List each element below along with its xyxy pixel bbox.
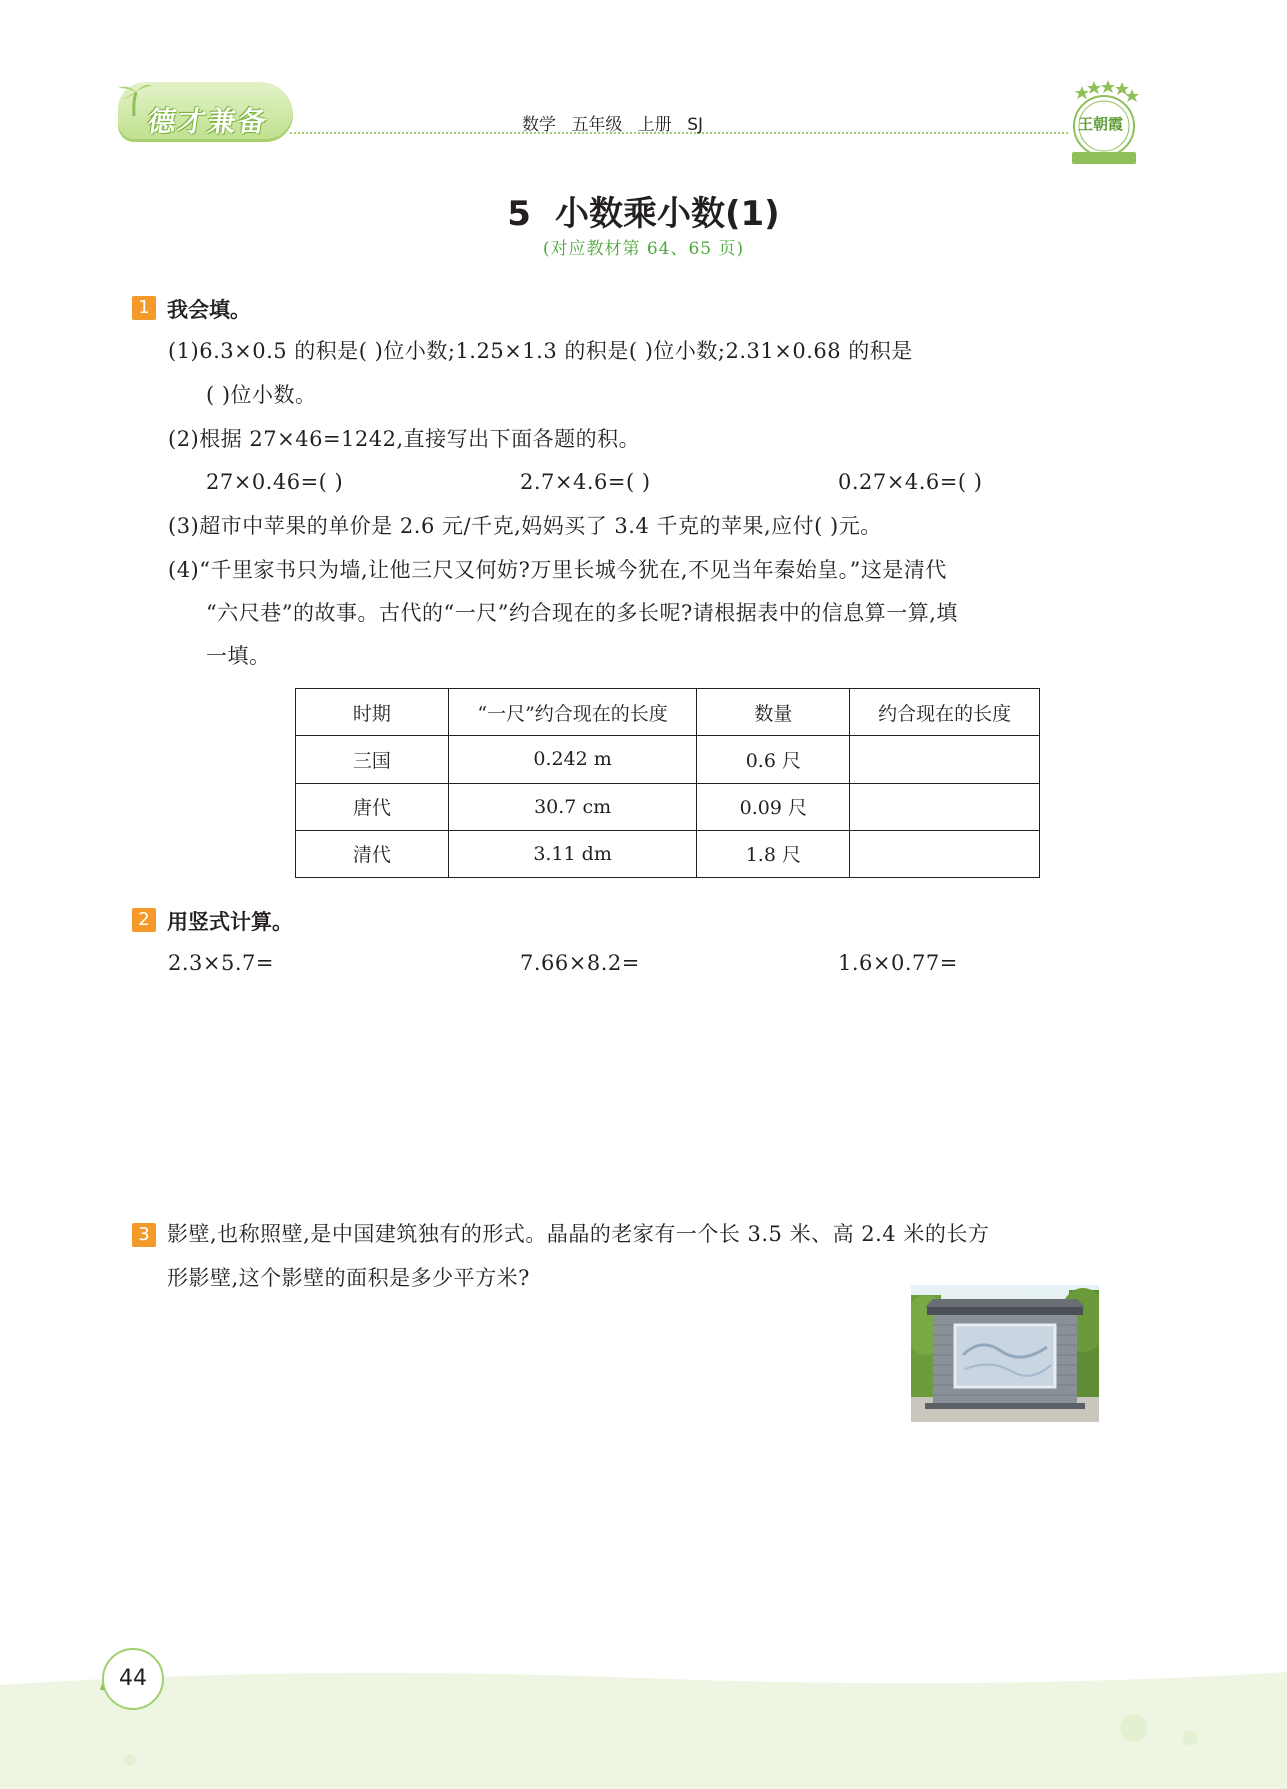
table-answer-cell[interactable] bbox=[850, 830, 1040, 877]
calc-item-b: 7.66×8.2= bbox=[520, 951, 640, 975]
table-cell: 1.8 尺 bbox=[697, 830, 850, 877]
table-answer-cell[interactable] bbox=[850, 783, 1040, 830]
table-row bbox=[296, 783, 1040, 830]
question-2-line-1: (2)根据 27×46=1242,直接写出下面各题的积。 bbox=[168, 427, 641, 451]
question-4-line-2: “六尺巷”的故事。古代的“一尺”约合现在的多长呢?请根据表中的信息算一算,填 bbox=[206, 601, 958, 625]
table-header-cell: 数量 bbox=[697, 689, 850, 736]
question-screen-wall-line-2: 形影壁,这个影壁的面积是多少平方米? bbox=[167, 1266, 530, 1290]
table-cell: 0.09 尺 bbox=[697, 783, 850, 830]
table-cell: 0.6 尺 bbox=[697, 736, 850, 783]
table-header-cell: “一尺”约合现在的长度 bbox=[448, 689, 697, 736]
table-cell: 3.11 dm bbox=[448, 830, 697, 877]
table-header-row bbox=[296, 689, 1040, 736]
ancient-length-table bbox=[295, 688, 1040, 878]
table-cell: 清代 bbox=[296, 830, 449, 877]
lesson-number: 5 bbox=[507, 194, 531, 234]
section-number: 1 bbox=[132, 296, 156, 320]
calc-item-a: 2.3×5.7= bbox=[168, 951, 274, 975]
footer-wave-decoration bbox=[0, 1660, 1287, 1789]
screen-wall-photo bbox=[911, 1285, 1099, 1422]
table-cell: 唐代 bbox=[296, 783, 449, 830]
question-4-line-1: (4)“千里家书只为墙,让他三尺又何妨?万里长城今犹在,不见当年秦始皇。”这是清代 bbox=[168, 558, 947, 582]
table-row bbox=[296, 830, 1040, 877]
section-number: 3 bbox=[132, 1223, 156, 1247]
page-number: 44 bbox=[102, 1648, 164, 1710]
seal-text: 王朝霞 bbox=[1078, 115, 1124, 133]
question-2-item-b: 2.7×4.6=( ) bbox=[520, 470, 651, 494]
lesson-title bbox=[0, 186, 1287, 235]
question-2-item-c: 0.27×4.6=( ) bbox=[838, 470, 983, 494]
calc-item-c: 1.6×0.77= bbox=[838, 951, 958, 975]
table-cell: 0.242 m bbox=[448, 736, 697, 783]
question-4-line-3: 一填。 bbox=[206, 644, 271, 668]
lesson-title-text: 小数乘小数(1) bbox=[554, 194, 780, 234]
section-number: 2 bbox=[132, 908, 156, 932]
question-2-item-a: 27×0.46=( ) bbox=[206, 470, 344, 494]
table-cell: 三国 bbox=[296, 736, 449, 783]
table-cell: 30.7 cm bbox=[448, 783, 697, 830]
book-meta: 数学 五年级 上册 SJ bbox=[522, 115, 704, 135]
question-screen-wall-line-1: 影壁,也称照壁,是中国建筑独有的形式。晶晶的老家有一个长 3.5 米、高 2.4 米的长方 bbox=[167, 1222, 990, 1246]
table-header-cell: 约合现在的长度 bbox=[850, 689, 1040, 736]
question-3: (3)超市中苹果的单价是 2.6 元/千克,妈妈买了 3.4 千克的苹果,应付( )元。 bbox=[168, 514, 882, 538]
section-title: 用竖式计算。 bbox=[167, 910, 293, 934]
table-header-cell: 时期 bbox=[296, 689, 449, 736]
brand-logo-text: 德才兼备 bbox=[145, 105, 271, 138]
textbook-reference: (对应教材第 64、65 页) bbox=[542, 239, 745, 259]
table-row bbox=[296, 736, 1040, 783]
section-title: 我会填。 bbox=[167, 298, 251, 322]
table-answer-cell[interactable] bbox=[850, 736, 1040, 783]
question-1-line-2: ( )位小数。 bbox=[206, 383, 317, 407]
question-1-line-1: (1)6.3×0.5 的积是( )位小数;1.25×1.3 的积是( )位小数;2.31×0.68 的积是 bbox=[168, 339, 913, 363]
